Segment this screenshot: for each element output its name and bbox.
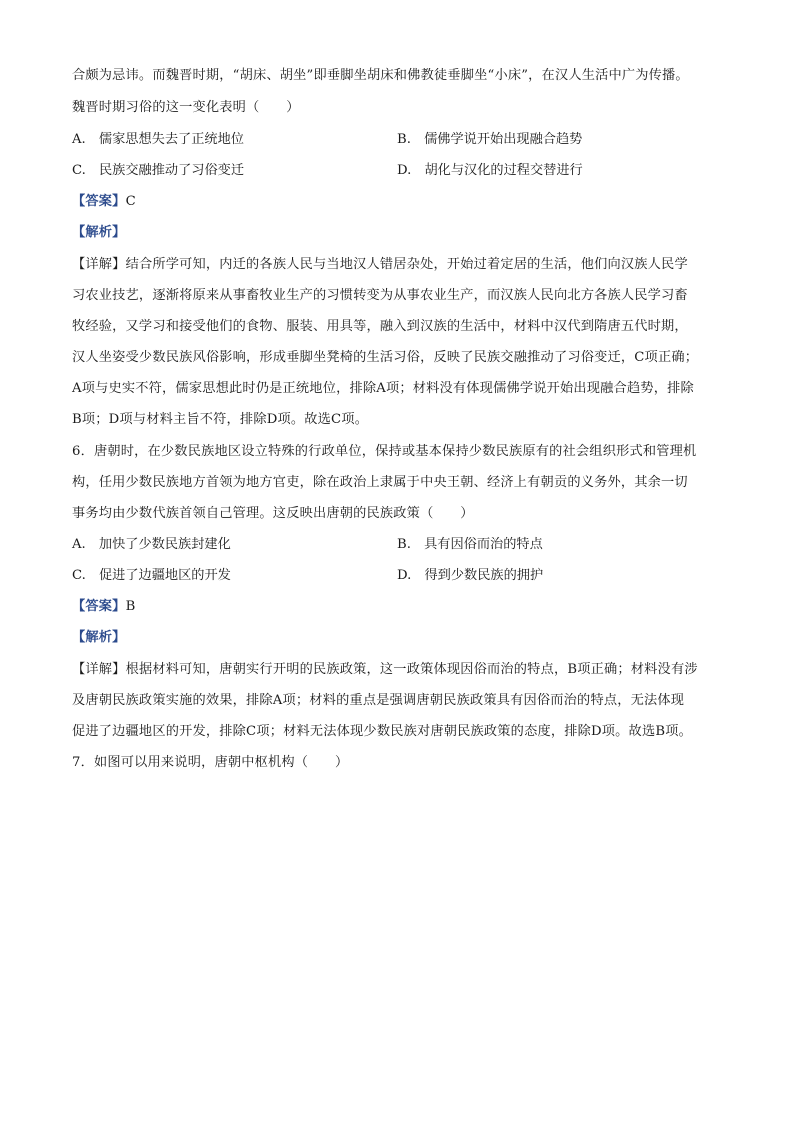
q6-option-a: A. 加快了少数民族封建化	[72, 537, 231, 552]
q6-stem-line-3: 事务均由少数代族首领自己管理。这反映出唐朝的民族政策（ ）	[72, 506, 474, 521]
q5-option-c: C. 民族交融推动了习俗变迁	[72, 163, 245, 178]
q5-option-a: A. 儒家思想失去了正统地位	[72, 132, 244, 147]
q5-detail-line-4: 汉人坐姿受少数民族风俗影响，形成垂脚坐凳椅的生活习俗，反映了民族交融推动了习俗变迁，C项正确；	[72, 350, 699, 365]
q6-stem-line-2: 构，任用少数民族地方首领为地方官吏，除在政治上隶属于中央王朝、经济上有朝贡的义务外，其余一切	[72, 475, 688, 490]
q6-detail-line-2: 及唐朝民族政策实施的效果，排除A项；材料的重点是强调唐朝民族政策具有因俗而治的特点，无法体现	[72, 693, 685, 708]
q5-detail-line-2: 习农业技艺，逐渐将原来从事畜牧业生产的习惯转变为从事农业生产，而汉族人民向北方各族人民学习畜	[72, 288, 688, 303]
q6-detail-line-3: 促进了边疆地区的开发，排除C项；材料无法体现少数民族对唐朝民族政策的态度，排除D项。故选B项。	[72, 724, 693, 739]
q6-detail-line-1: 【详解】根据材料可知，唐朝实行开明的民族政策，这一政策体现因俗而治的特点，B项正确；材料没有涉	[72, 662, 698, 677]
q6-stem-line-1: 6．唐朝时，在少数民族地区设立特殊的行政单位，保持或基本保持少数民族原有的社会组织形式和管理机	[72, 444, 697, 459]
q5-answer	[72, 192, 732, 212]
q5-detail-line-6: B项；D项与材料主旨不符，排除D项。故选C项。	[72, 412, 369, 427]
q5-detail-tag: 【详解】	[72, 257, 126, 272]
q7-stem: 7．如图可以用来说明，唐朝中枢机构（ ）	[72, 755, 349, 770]
q5-stem-line-2: 魏晋时期习俗的这一变化表明（ ）	[72, 100, 300, 115]
q6-option-c: C. 促进了边疆地区的开发	[72, 568, 231, 583]
q6-option-b: B. 具有因俗而治的特点	[397, 537, 543, 552]
q6-answer-tag: 【答案】	[72, 599, 126, 614]
q5-detail-line-1: 【详解】结合所学可知，内迁的各族人民与当地汉人错居杂处，开始过着定居的生活，他们向汉族人民学	[72, 257, 688, 272]
q6-option-d: D. 得到少数民族的拥护	[397, 568, 544, 583]
q5-answer-tag: 【答案】	[72, 194, 126, 209]
q6-answer-value: B	[125, 599, 136, 614]
q5-analysis-tag: 【解析】	[72, 225, 126, 240]
q6-answer	[72, 597, 732, 617]
q5-answer-value: C	[125, 194, 136, 209]
q5-stem-line-1: 合颇为忌讳。而魏晋时期，“胡床、胡坐”即垂脚坐胡床和佛教徒垂脚坐“小床”，在汉人生活中广为传播。	[72, 68, 689, 83]
q5-option-d: D. 胡化与汉化的过程交替进行	[397, 163, 583, 178]
q6-detail-tag: 【详解】	[72, 662, 126, 677]
q5-detail-line-3: 牧经验，又学习和接受他们的食物、服装、用具等，融入到汉族的生活中，材料中汉代到隋唐五代时期，	[72, 319, 688, 334]
q5-detail-line-5: A项与史实不符，儒家思想此时仍是正统地位，排除A项；材料没有体现儒佛学说开始出现融合趋势，排除	[72, 381, 694, 396]
q6-analysis-tag: 【解析】	[72, 630, 126, 645]
q5-option-b: B. 儒佛学说开始出现融合趋势	[397, 132, 583, 147]
